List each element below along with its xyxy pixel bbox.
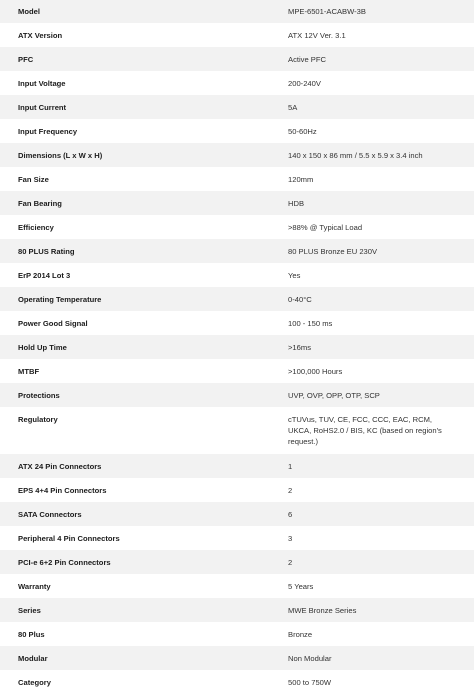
spec-label: 80 PLUS Rating — [0, 239, 288, 263]
spec-value: 2 — [288, 478, 474, 502]
spec-value: cTUVus, TUV, CE, FCC, CCC, EAC, RCM, UKCA, RoHS2.0 / BIS, KC (based on region's request.) — [288, 407, 474, 454]
spec-row-atx-24pin — [0, 454, 474, 478]
spec-value: 1 — [288, 454, 474, 478]
spec-label: PFC — [0, 47, 288, 71]
spec-row-modular — [0, 646, 474, 670]
spec-value: 140 x 150 x 86 mm / 5.5 x 5.9 x 3.4 inch — [288, 143, 474, 167]
spec-label: MTBF — [0, 359, 288, 383]
spec-row-input-frequency — [0, 119, 474, 143]
spec-label: Warranty — [0, 574, 288, 598]
spec-label: Dimensions (L x W x H) — [0, 143, 288, 167]
spec-label: Protections — [0, 383, 288, 407]
spec-label: SATA Connectors — [0, 502, 288, 526]
spec-row-80plus-rating — [0, 239, 474, 263]
spec-label: Hold Up Time — [0, 335, 288, 359]
spec-row-input-current — [0, 95, 474, 119]
spec-row-series — [0, 598, 474, 622]
spec-value: Active PFC — [288, 47, 474, 71]
spec-value: >100,000 Hours — [288, 359, 474, 383]
spec-label: Input Voltage — [0, 71, 288, 95]
spec-value: 2 — [288, 550, 474, 574]
spec-value: Non Modular — [288, 646, 474, 670]
spec-value: HDB — [288, 191, 474, 215]
spec-row-fan-bearing — [0, 191, 474, 215]
spec-label: PCI-e 6+2 Pin Connectors — [0, 550, 288, 574]
spec-row-input-voltage — [0, 71, 474, 95]
spec-label: ErP 2014 Lot 3 — [0, 263, 288, 287]
spec-row-category — [0, 670, 474, 694]
spec-row-warranty — [0, 574, 474, 598]
spec-value: 200-240V — [288, 71, 474, 95]
spec-label: ATX 24 Pin Connectors — [0, 454, 288, 478]
spec-label: Category — [0, 670, 288, 694]
spec-label: Model — [0, 0, 288, 23]
spec-label: Operating Temperature — [0, 287, 288, 311]
spec-row-peripheral-connectors — [0, 526, 474, 550]
spec-value: MWE Bronze Series — [288, 598, 474, 622]
spec-label: Input Frequency — [0, 119, 288, 143]
spec-label: EPS 4+4 Pin Connectors — [0, 478, 288, 502]
spec-label: Series — [0, 598, 288, 622]
spec-row-power-good-signal — [0, 311, 474, 335]
spec-row-pcie-connectors — [0, 550, 474, 574]
spec-row-eps-connectors — [0, 478, 474, 502]
spec-row-dimensions — [0, 143, 474, 167]
spec-value: UVP, OVP, OPP, OTP, SCP — [288, 383, 474, 407]
spec-value: MPE-6501-ACABW-3B — [288, 0, 474, 23]
spec-row-atx-version — [0, 23, 474, 47]
spec-value: ATX 12V Ver. 3.1 — [288, 23, 474, 47]
spec-row-efficiency — [0, 215, 474, 239]
spec-value: 5A — [288, 95, 474, 119]
spec-row-sata-connectors — [0, 502, 474, 526]
spec-value: 120mm — [288, 167, 474, 191]
spec-row-hold-up-time — [0, 335, 474, 359]
spec-value: 0-40°C — [288, 287, 474, 311]
spec-value: 100 - 150 ms — [288, 311, 474, 335]
spec-label: ATX Version — [0, 23, 288, 47]
spec-row-regulatory — [0, 407, 474, 454]
spec-row-model — [0, 0, 474, 23]
spec-row-pfc — [0, 47, 474, 71]
spec-label: Input Current — [0, 95, 288, 119]
spec-row-80plus — [0, 622, 474, 646]
spec-row-protections — [0, 383, 474, 407]
spec-value: 50-60Hz — [288, 119, 474, 143]
spec-value: >88% @ Typical Load — [288, 215, 474, 239]
spec-label: Power Good Signal — [0, 311, 288, 335]
spec-value: Yes — [288, 263, 474, 287]
spec-row-mtbf — [0, 359, 474, 383]
spec-row-erp — [0, 263, 474, 287]
spec-value: >16ms — [288, 335, 474, 359]
spec-value: 3 — [288, 526, 474, 550]
spec-label: Peripheral 4 Pin Connectors — [0, 526, 288, 550]
spec-label: Fan Bearing — [0, 191, 288, 215]
spec-label: 80 Plus — [0, 622, 288, 646]
spec-label: Efficiency — [0, 215, 288, 239]
spec-row-operating-temperature — [0, 287, 474, 311]
spec-label: Regulatory — [0, 407, 288, 454]
spec-label: Fan Size — [0, 167, 288, 191]
spec-value: 80 PLUS Bronze EU 230V — [288, 239, 474, 263]
spec-value: 500 to 750W — [288, 670, 474, 694]
spec-label: Modular — [0, 646, 288, 670]
spec-value: 6 — [288, 502, 474, 526]
spec-row-fan-size — [0, 167, 474, 191]
spec-value: 5 Years — [288, 574, 474, 598]
spec-value: Bronze — [288, 622, 474, 646]
